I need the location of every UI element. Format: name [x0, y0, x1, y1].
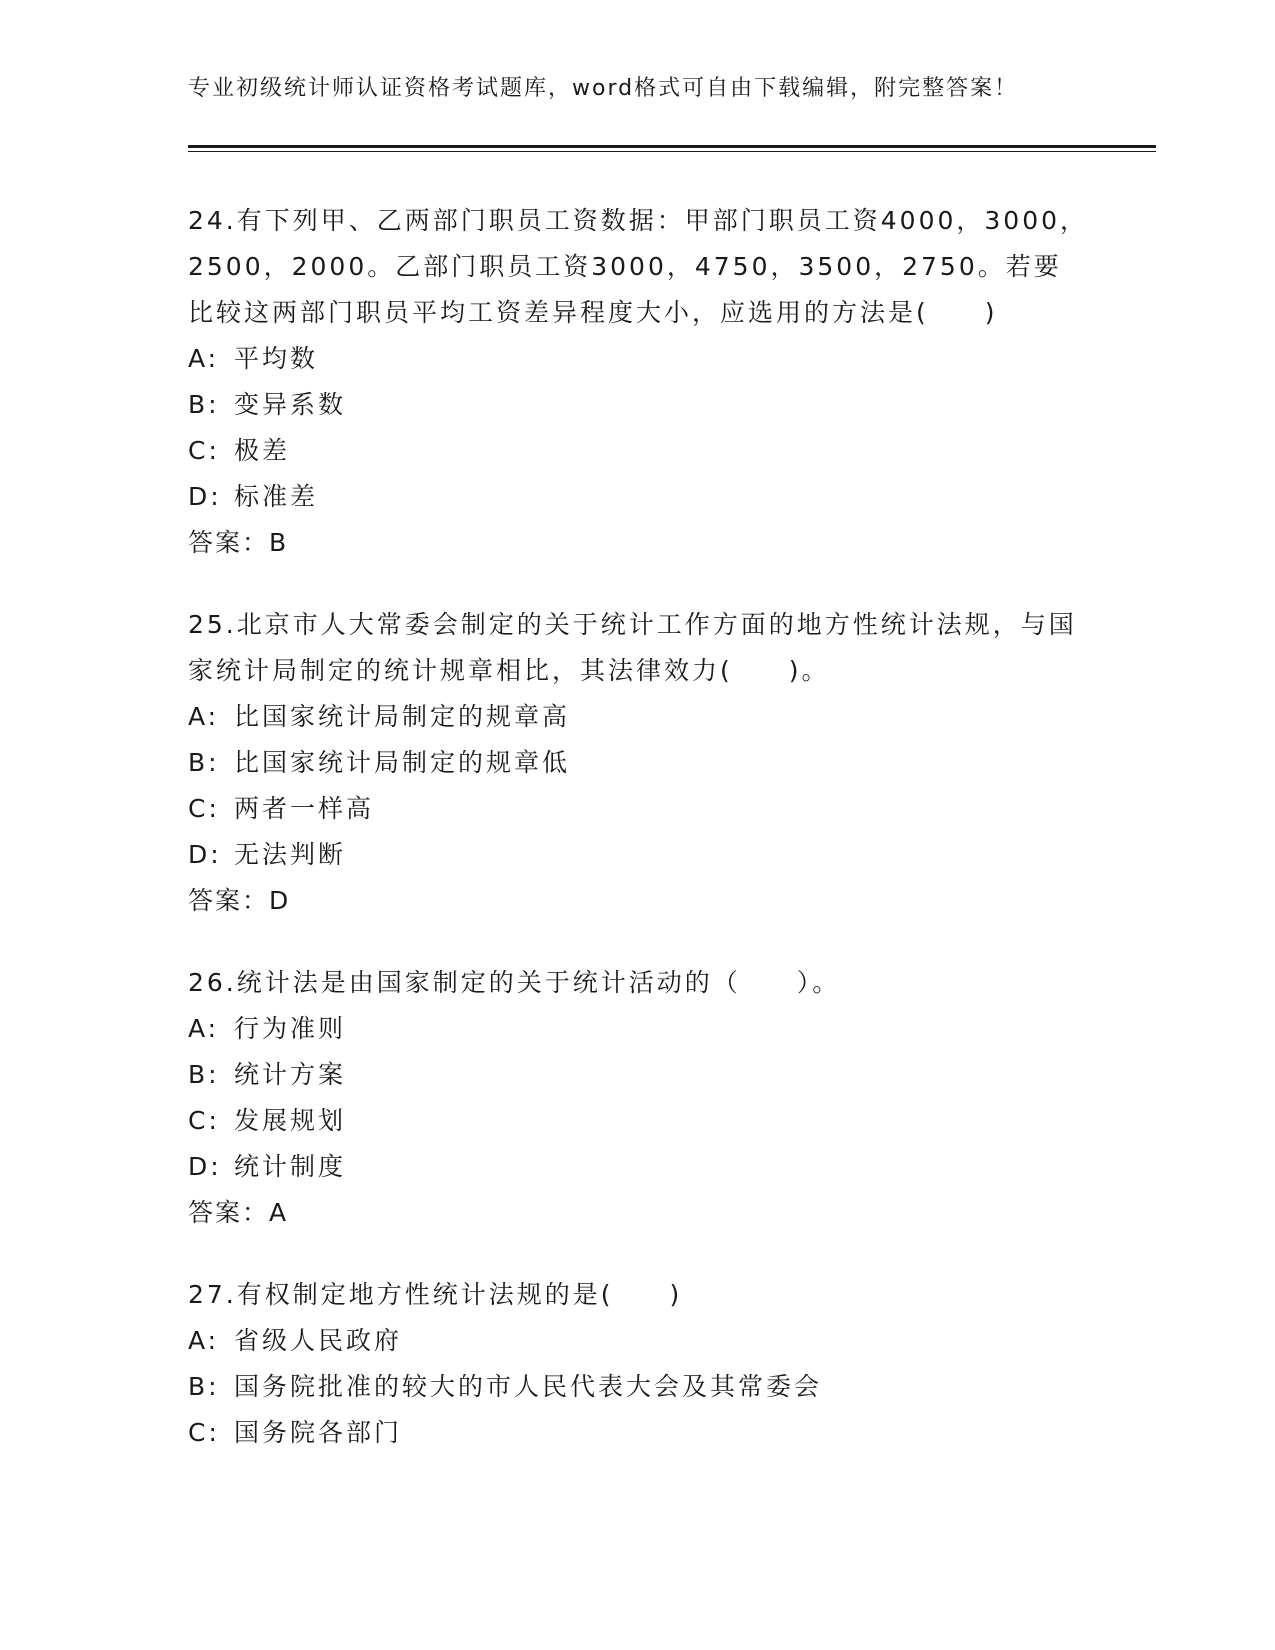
option-c — [188, 786, 1088, 832]
option-letter: B: — [188, 748, 220, 777]
option-text: 比国家统计局制定的规章高 — [234, 702, 571, 731]
option-text: 国务院各部门 — [234, 1418, 403, 1447]
option-letter: A: — [188, 1326, 220, 1355]
option-text: 统计制度 — [234, 1152, 347, 1181]
option-letter: A: — [188, 1014, 220, 1043]
answer-line: 答案：D — [188, 886, 291, 915]
question-27 — [188, 1272, 1088, 1456]
option-text: 标准差 — [234, 482, 319, 511]
option-d — [188, 474, 1088, 520]
question-stem: 24.有下列甲、乙两部门职员工资数据：甲部门职员工资4000，3000，2500，2000。乙部门职员工资3000，4750，3500，2750。若要比较这两部门职员平均工资差异程度大小，应选用的方法是( ) — [188, 206, 1089, 327]
option-text: 变异系数 — [234, 390, 347, 419]
question-25 — [188, 602, 1088, 924]
option-letter: A: — [188, 344, 220, 373]
option-text: 无法判断 — [234, 840, 347, 869]
option-d — [188, 1144, 1088, 1190]
option-letter: C: — [188, 436, 220, 465]
option-letter: C: — [188, 794, 220, 823]
option-text: 省级人民政府 — [234, 1326, 403, 1355]
option-text: 极差 — [234, 436, 291, 465]
option-text: 发展规划 — [234, 1106, 347, 1135]
option-letter: C: — [188, 1418, 220, 1447]
option-b — [188, 1364, 1088, 1410]
option-letter: C: — [188, 1106, 220, 1135]
answer-line: 答案：B — [188, 528, 289, 557]
header-divider-thin — [188, 151, 1156, 152]
option-a — [188, 1006, 1088, 1052]
option-text: 统计方案 — [234, 1060, 347, 1089]
option-a — [188, 336, 1088, 382]
option-c — [188, 1410, 1088, 1456]
question-stem: 25.北京市人大常委会制定的关于统计工作方面的地方性统计法规，与国家统计局制定的统计规章相比，其法律效力( )。 — [188, 610, 1077, 685]
question-stem: 26.统计法是由国家制定的关于统计活动的（ ）。 — [188, 968, 841, 997]
option-c — [188, 428, 1088, 474]
answer-line: 答案：A — [188, 1198, 289, 1227]
option-text: 平均数 — [234, 344, 319, 373]
page-header: 专业初级统计师认证资格考试题库，word格式可自由下载编辑，附完整答案！ — [188, 76, 1019, 101]
option-b — [188, 740, 1088, 786]
option-text: 两者一样高 — [234, 794, 375, 823]
option-letter: A: — [188, 702, 220, 731]
question-26 — [188, 960, 1088, 1236]
option-text: 国务院批准的较大的市人民代表大会及其常委会 — [234, 1372, 823, 1401]
option-b — [188, 1052, 1088, 1098]
option-text: 比国家统计局制定的规章低 — [234, 748, 571, 777]
option-text: 行为准则 — [234, 1014, 347, 1043]
option-letter: D: — [188, 840, 222, 869]
option-letter: D: — [188, 482, 222, 511]
option-letter: B: — [188, 390, 220, 419]
option-d — [188, 832, 1088, 878]
option-letter: B: — [188, 1372, 220, 1401]
option-a — [188, 694, 1088, 740]
option-a — [188, 1318, 1088, 1364]
option-letter: D: — [188, 1152, 222, 1181]
question-24 — [188, 198, 1088, 566]
header-divider-thick — [188, 145, 1156, 148]
option-c — [188, 1098, 1088, 1144]
question-stem: 27.有权制定地方性统计法规的是( ) — [188, 1280, 683, 1309]
option-letter: B: — [188, 1060, 220, 1089]
option-b — [188, 382, 1088, 428]
